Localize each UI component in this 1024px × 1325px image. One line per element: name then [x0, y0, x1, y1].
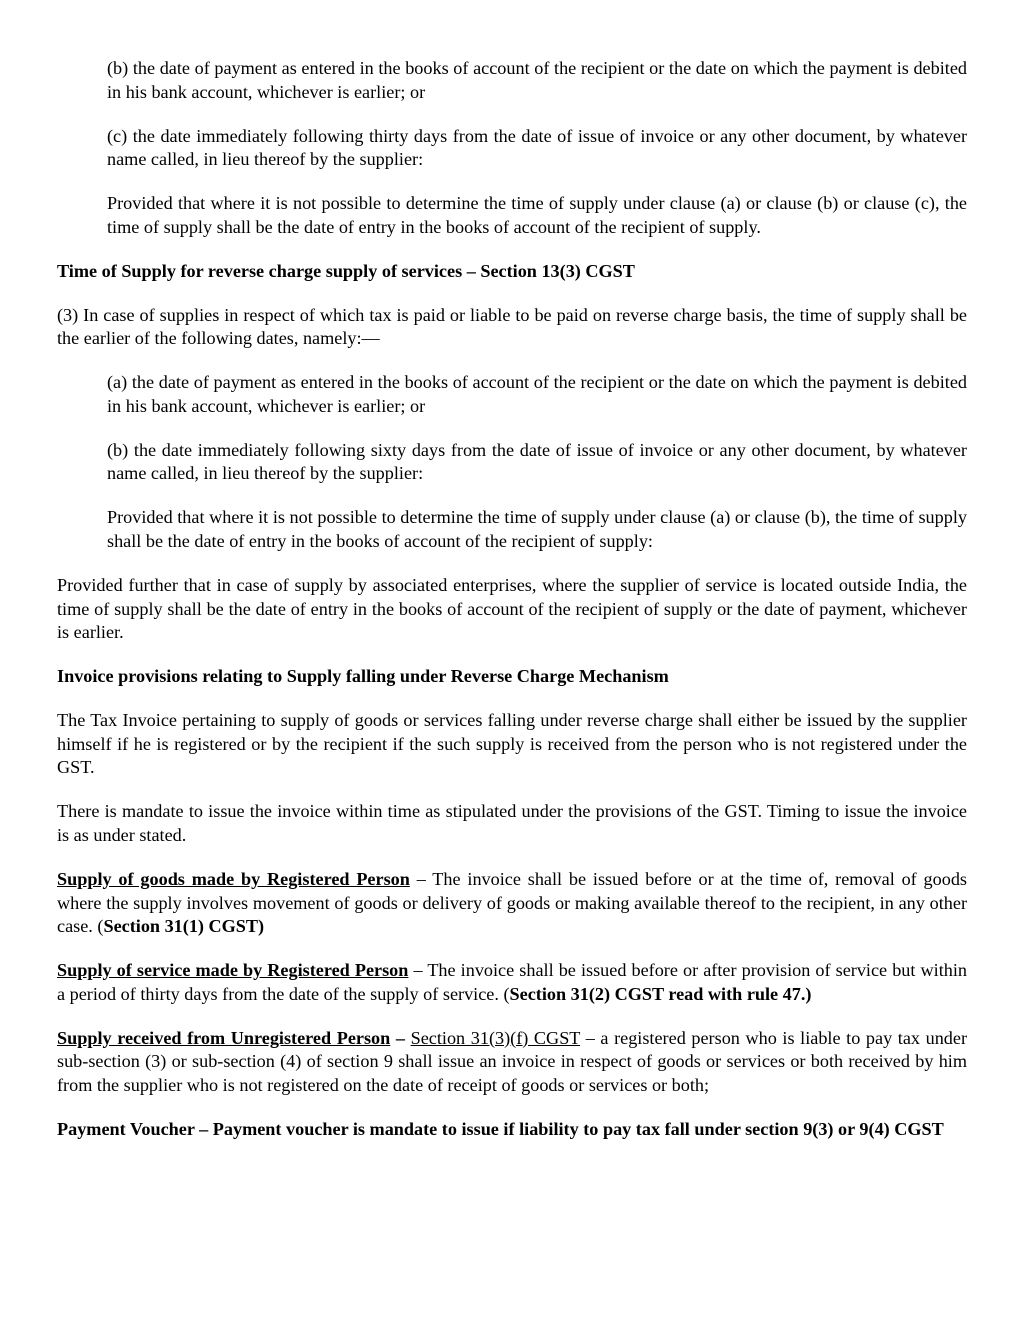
- unregistered-supply-title: Supply received from Unregistered Person: [57, 1027, 391, 1048]
- section-13-3-clause-b: (b) the date immediately following sixty days from the date of issue of invoice or any other document, by whatever name called, in lieu thereof by the supplier:: [107, 439, 967, 484]
- service-supply-paragraph: [57, 959, 967, 1006]
- goods-supply-reference: Section 31(1) CGST): [103, 916, 265, 937]
- unregistered-supply-paragraph: [57, 1027, 967, 1098]
- unregistered-supply-reference: Section 31(3)(f) CGST: [410, 1027, 581, 1048]
- clause-13-2-proviso: Provided that where it is not possible to determine the time of supply under clause (a) or clause (b) or clause (c), the time of supply shall be the date of entry in the books of account of the recipient of supply.: [107, 193, 967, 237]
- service-supply-reference: Section 31(2) CGST read with rule 47.): [509, 983, 812, 1004]
- goods-supply-body: – The invoice shall be issued before or at the time of, removal of goods where the supply involves movement of goods or delivery of goods or making available thereof to the recipient, in any other case. (: [57, 868, 967, 937]
- goods-supply-title: Supply of goods made by Registered Person: [57, 868, 410, 889]
- section-13-3-heading: Time of Supply for reverse charge supply of services – Section 13(3) CGST: [57, 260, 635, 281]
- section-13-3-proviso-further: Provided further that in case of supply by associated enterprises, where the supplier of service is located outside India, the time of supply shall be the date of entry in the books of account of the recipient of supply or the date of payment, whichever is earlier.: [57, 575, 967, 643]
- unregistered-supply-dash: –: [390, 1027, 411, 1048]
- payment-voucher-paragraph: Payment Voucher – Payment voucher is mandate to issue if liability to pay tax fall under section 9(3) or 9(4) CGST: [57, 1118, 944, 1139]
- section-13-3-clause-a: (a) the date of payment as entered in the books of account of the recipient or the date on which the payment is debited in his bank account, whichever is earlier; or: [107, 372, 967, 416]
- invoice-paragraph-1: The Tax Invoice pertaining to supply of goods or services falling under reverse charge shall either be issued by the supplier himself if he is registered or by the recipient if the such supply is received from the person who is not registered under the GST.: [57, 710, 967, 778]
- invoice-provisions-heading: Invoice provisions relating to Supply falling under Reverse Charge Mechanism: [57, 666, 669, 687]
- section-13-3-intro: (3) In case of supplies in respect of which tax is paid or liable to be paid on reverse charge basis, the time of supply shall be the earlier of the following dates, namely:—: [57, 304, 967, 349]
- service-supply-body: – The invoice shall be issued before or after provision of service but within a period of thirty days from the date of the supply of service. (: [57, 960, 968, 1004]
- clause-13-2-b: (b) the date of payment as entered in the books of account of the recipient or the date on which the payment is debited in his bank account, whichever is earlier; or: [107, 58, 967, 102]
- invoice-paragraph-2: There is mandate to issue the invoice within time as stipulated under the provisions of the GST. Timing to issue the invoice is as under stated.: [57, 801, 967, 845]
- clause-13-2-c: (c) the date immediately following thirty days from the date of issue of invoice or any other document, by whatever name called, in lieu thereof by the supplier:: [107, 125, 967, 170]
- document-page: [57, 57, 967, 1162]
- unregistered-supply-body: – a registered person who is liable to pay tax under sub-section (3) or sub-section (4) of section 9 shall issue an invoice in respect of goods or services or both received by him from the supplier who is not registered on the date of receipt of goods or services or both;: [57, 1027, 968, 1095]
- goods-supply-paragraph: [57, 868, 967, 939]
- service-supply-title: Supply of service made by Registered Person: [57, 960, 409, 981]
- section-13-3-proviso: Provided that where it is not possible to determine the time of supply under clause (a) or clause (b), the time of supply shall be the date of entry in the books of account of the recipient of supply:: [107, 507, 967, 552]
